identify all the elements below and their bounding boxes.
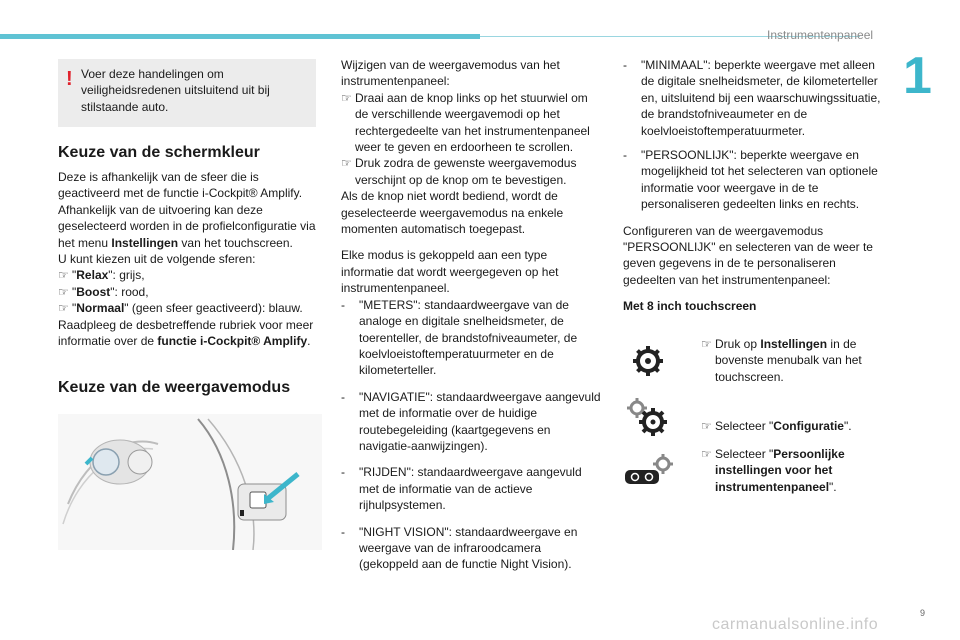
- middle-column: [341, 57, 603, 573]
- warning-text: Voer deze handelingen om veiligheidsredenen uitsluitend uit bij stilstaande auto.: [81, 67, 270, 114]
- intro-text: Deze is afhankelijk van de sfeer die is geactiveerd met de functie i-Cockpit® Amplify. Afhankelijk van de uitvoering kan deze geselecteerd worden in de profielconfiguratie via het menu: [58, 170, 316, 250]
- section-label: Instrumentenpaneel: [767, 28, 874, 42]
- heading-screen-color: Keuze van de schermkleur: [58, 144, 260, 161]
- steering-wheel-illustration: [58, 414, 322, 550]
- auto-apply-text: Als de knop niet wordt bediend, wordt de geselecteerde weergavemodus na enkele momenten automatisch toegepast.: [341, 189, 564, 237]
- mode-item: - "NAVIGATIE": standaardweergave aangevuld met de informatie over de huidige routebegeleiding (kaartgegevens en navigatie-aanwijzingen).: [341, 389, 601, 453]
- touchscreen-heading: Met 8 inch touchscreen: [623, 299, 757, 314]
- mode-info-text: Elke modus is gekoppeld aan een type informatie dat wordt weergegeven op het instrumentenpaneel.: [341, 248, 559, 296]
- right-column: [623, 57, 885, 315]
- header-accent-bar: [0, 34, 480, 39]
- step-row: ☞ Selecteer "Persoonlijke instellingen voor het instrumentenpaneel".: [623, 446, 871, 496]
- warning-box: [58, 59, 316, 127]
- step-row: ☞ Selecteer "Configuratie".: [623, 392, 871, 442]
- config-text: Configureren van de weergavemodus "PERSOONLIJK" en selecteren van de weer te geven gegevens in de te personaliseren gedeelten van het instrumentenpaneel:: [623, 223, 873, 287]
- heading-display-mode: Keuze van de weergavemodus: [58, 379, 291, 396]
- mode-item: - "METERS": standaardweergave van de analoge en digitale snelheidsmeter, de toerenteller, de brandstofniveaumeter, de koelvloeistoftemperatuurmeter en de kilometerteller.: [341, 297, 578, 378]
- list-item: ☞ Draai aan de knop links op het stuurwiel om de verschillende weergavemodi op het rechtergedeelte van het instrumentenpaneel weer te geven en erdoorheen te scrollen.: [341, 90, 590, 155]
- mode-item: - "PERSOONLIJK": beperkte weergave en mogelijkheid tot het selecteren van optionele informatie voor weergave in de te personaliseren gedeelten links en rechts.: [623, 148, 878, 212]
- mode-item: - "MINIMAAL": beperkte weergave met alleen de digitale snelheidsmeter, de kilometerteller en, uitsluitend bij een waarschuwingssituatie, de brandstofniveaumeter en de koelvloeistoftemperatuurmeter.: [623, 58, 881, 138]
- refer-bold: functie i-Cockpit® Amplify: [157, 334, 308, 349]
- refer-text: Raadpleeg de desbetreffende rubriek voor meer informatie over de: [58, 317, 314, 349]
- double-gear-icon: [623, 392, 673, 442]
- intro-bold: Instellingen: [111, 235, 179, 250]
- chapter-number: 1: [903, 47, 932, 105]
- intro-end: van het touchscreen.: [181, 235, 293, 250]
- profile-settings-icon: [623, 446, 673, 496]
- list-item: ☞ Druk zodra de gewenste weergavemodus verschijnt op de knop om te bevestigen.: [341, 156, 577, 187]
- footer-watermark: carmanualsonline.info: [712, 616, 879, 633]
- list-item: ☞ "Boost": rood,: [58, 284, 149, 299]
- page-number: 9: [920, 608, 926, 618]
- warning-icon: !: [66, 68, 73, 90]
- screen-color-text: Deze is afhankelijk van de sfeer die is geactiveerd met de functie i-Cockpit® Amplify. Afhankelijk van de uitvoering kan deze geselecteerd worden in de profielconfiguratie via het menu Instellingen van het touchscreen. U kunt kiezen uit de volgende sferen: ☞ "Relax": grijs, ☞ "Boost": rood, ☞ "Normaal" (geen sfeer geactiveerd): blauw. Raadpleeg de desbetreffende rubriek voor meer informatie over de functie i-Cockpit® Amplify.: [58, 169, 320, 349]
- gear-icon: [623, 336, 673, 386]
- mode-item: - "RIJDEN": standaardweergave aangevuld met de informatie van de actieve rijhulpsystemen.: [341, 465, 582, 513]
- list-item: ☞ "Relax": grijs,: [58, 268, 145, 283]
- step-row: ☞ Druk op Instellingen in de bovenste menubalk van het touchscreen.: [623, 336, 871, 386]
- change-mode-text: Wijzigen van de weergavemodus van het instrumentenpaneel:: [341, 58, 560, 89]
- list-item: ☞ "Normaal" (geen sfeer geactiveerd): blauw.: [58, 301, 303, 316]
- choose-text: U kunt kiezen uit de volgende sferen:: [58, 252, 256, 267]
- mode-item: - "NIGHT VISION": standaardweergave en weergave van de infraroodcamera (gekoppeld aan de functie Night Vision).: [341, 524, 578, 572]
